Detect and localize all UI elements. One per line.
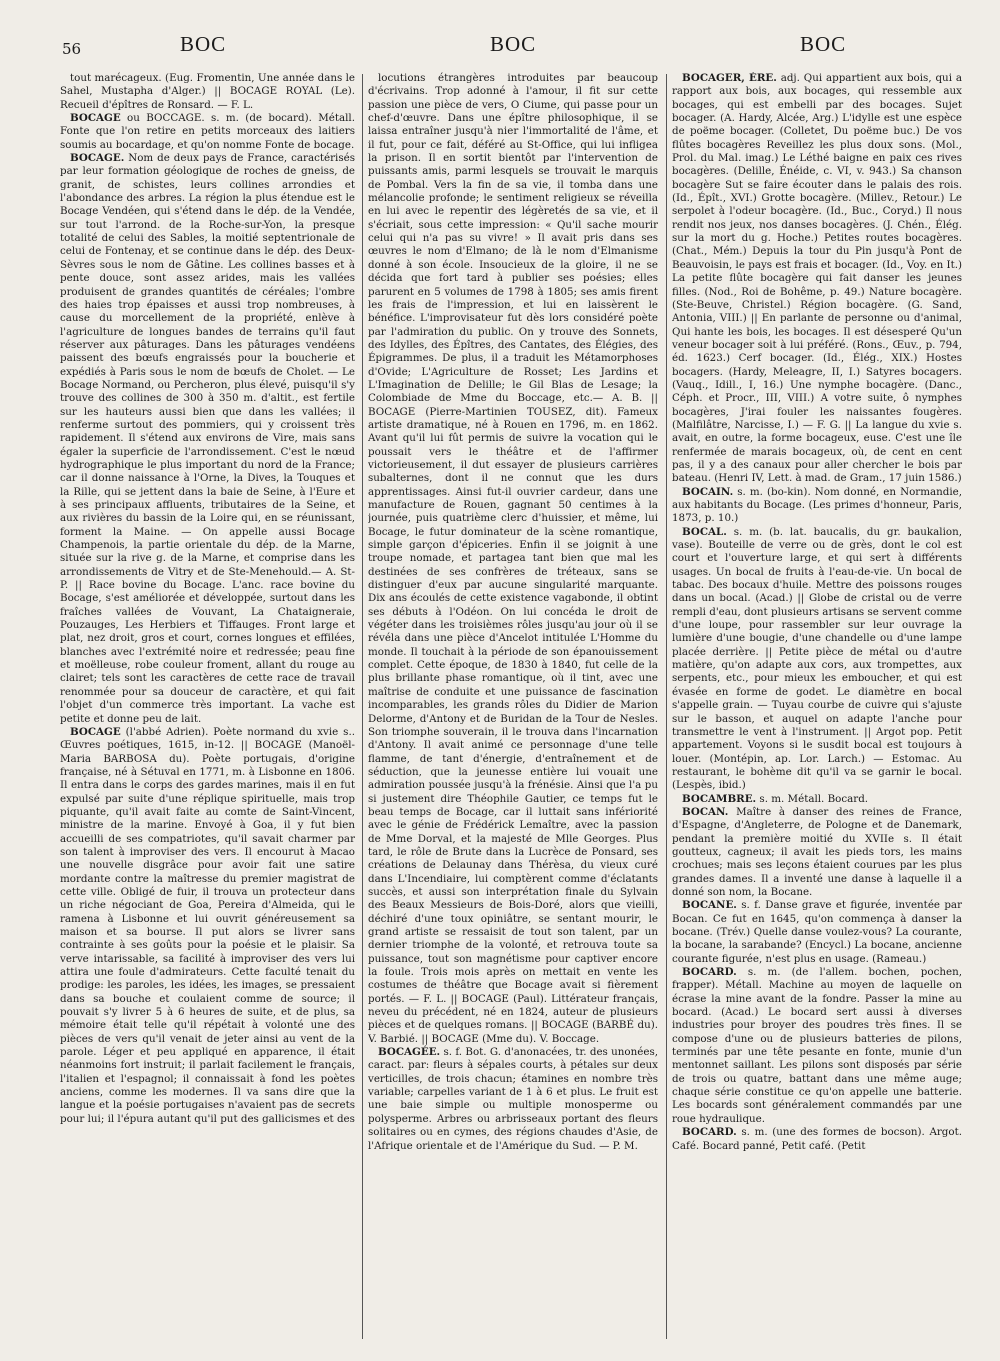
entry-text: Nom de deux pays de France, caractérisés par leur formation géologique de roches de gneiss, de granit, de schistes, leurs collines arrondies et l'abondance des arbres. La région la plus étendue est le Bocage Vendéen, qui s'étend dans le dép. de la Vendée, sur tout l'arrond. de la Roche-sur-Yon, la presque totalité de celui des Sables, la moitié septentrionale de celui de Fontenay, et se continue dans le dép. des Deux-Sèvres sous le nom de Gâtine. Les collines basses et à pente douce, sont assez arides, mais les vallées produisent de grandes quantités de céréales; l'ombre des haies trop épaisses et aussi trop nombreuses, à cause du morcellement de la propriété, enlève à l'agriculture de longues bandes de terrains qu'il faut réserver aux pâturages. Dans les pâturages vendéens paissent des bœufs engraissés pour la boucherie et expédiés à Paris sous le nom de bœufs de Cholet. — Le Bocage Normand, ou Percheron, plus élevé, puisqu'il s'y trouve des collines de 300 à 350 m. d'altit., est fertile sur les hauteurs aussi bien que dans les vallées; il renferme surtout des pommiers, qui y croissent très rapidement. Il s'étend aux environs de Vire, mais sans égaler la superficie de l'arrondissement. C'est le nœud hydrographique le plus important du nord de la France; car il donne naissance à l'Orne, la Dives, la Touques et la Rille, qui se jettent dans la baie de Seine, à l'Eure et à ses principaux affluents, tributaires de la Seine, et aux rivières du bassin de la Loire qui, en se réunissant, forment la Maine. — On appelle aussi Bocage Champenois, la partie orientale du dép. de la Marne, située sur la rive g. de la Marne, et comprise dans les arrondissements de Vitry et de Ste-Menehould.— A. St-P. || Race bovine du Bocage. L'anc. race bovine du Bocage, s'est améliorée et développée, surtout dans les fraîches vallées de Vouvant, La Chataigneraie, Pouzauges, Les Herbiers et Tiffauges. Front large et plat, nez droit, gros et court, cornes longues et effilées, blanches avec l'extrémité noire et redressée; peau fine et moëlleuse, robe couleur froment, allant du rouge au clairet; tels sont les caractères de cette race de travail renommée pour sa douceur de caractère, et qui fait l'objet d'un commerce très important. La vache est petite et donne peu de lait.	[60, 152, 355, 725]
text-column-1	[60, 72, 355, 1352]
entry-headword: BOCARD.	[682, 966, 737, 979]
entry-headword: BOCAGE	[70, 112, 121, 125]
text-column-3	[672, 72, 962, 1312]
entry-text: locutions étrangères introduites par beaucoup d'écrivains. Trop adonné à l'amour, il fit sur cette passion une pièce de vers, O Ciume, qui passe pour un chef-d'œuvre. Dans une épître philosophique, il se laissa entraîner jusqu'à nier l'immortalité de l'âme, et il fut, pour ce fait, déféré au St-Office, qui lui infligea la prison. Il en sortit bientôt par l'intervention de puissants amis, parmi lesquels se trouvait le marquis de Pombal. Vers la fin de sa vie, il tomba dans une mélancolie profonde; le sentiment religieux se réveilla en lui avec le repentir des légèretés de sa vie, et il s'écriait, sous cette impression: « Qu'il sache mourir celui qui n'a pas su vivre! » Il avait pris dans ses œuvres le nom d'Elmano; de là le nom d'Elmanisme donné à son école. Insoucieux de la gloire, il ne se décida que fort tard à publier ses poésies; elles parurent en 5 volumes de 1798 à 1805; ses amis firent les frais de l'impression, et lui en laissèrent le bénéfice. L'improvisateur fut dès lors considéré poète par l'admiration du public. On y trouve des Sonnets, des Idylles, des Épîtres, des Cantates, des Élégies, des Épigrammes. De plus, il a traduit les Métamorphoses d'Ovide; L'Agriculture de Rosset; Les Jardins et L'Imagination de Delille; le Gil Blas de Lesage; la Colombiade de Mme du Boccage, etc.— A. B. || BOCAGE (Pierre-Martinien TOUSEZ, dit). Fameux artiste dramatique, né à Rouen en 1796, m. en 1862. Avant qu'il lui fût permis de suivre la vocation qui le poussait vers le théâtre et de l'affirmer victorieusement, il dut essayer de plusieurs carrières subalternes, dont il ne connut que les durs apprentissages. Ainsi fut-il ouvrier cardeur, dans une manufacture de Rouen, gagnant 50 centimes à la journée, puis quatrième clerc d'huissier, et même, lui Bocage, le futur dominateur de la scène romantique, simple garçon d'épiceries. Enfin il se joignit à une troupe nomade, et partagea tant bien que mal les destinées de ses confrères de tréteaux, sans se distinguer d'eux par aucune singularité marquante. Dix ans écoulés de cette existence vagabonde, il obtint ses débuts à l'Odéon. On lui concéda le droit de végéter dans les troisièmes rôles jusqu'au jour où il se révéla dans une pièce d'Ancelot intitulée L'Homme du monde. Il touchait à la période de son épanouissement complet. Cette époque, de 1830 à 1840, fut celle de la plus brillante phase romantique, où il tint, avec une maîtrise de conduite et une puissance de fascination incomparables, les grands rôles du Didier de Marion Delorme, d'Antony et de Buridan de la Tour de Nesles. Son triomphe souverain, il le trouva dans l'incarnation d'Antony. Il avait animé ce personnage d'une telle flamme, de tant d'énergie, d'entraînement et de séduction, que la jeunesse entière lui vouait une admiration poussée jusqu'à la frénésie. Ainsi que l'a pu si justement dire Théophile Gautier, ce temps fut le beau temps de Bocage, car il luttait sans infériorité avec le génie de Frédérick Lemaître, avec la passion de Mme Dorval, et la majesté de Mlle Georges. Plus tard, le rôle de Brute dans la Lucrèce de Ponsard, ses créations de Delaunay dans Thérèsa, du vieux curé dans L'Incendiaire, lui comptèrent comme d'éclatants succès, et aussi son interprétation finale du Sylvain des Beaux Messieurs de Bois-Doré, alors que vieilli, déchiré d'une toux opiniâtre, se sentant mourir, le grand artiste se ressaisit de tout son talent, par un dernier triomphe de la volonté, et retrouva toute sa puissance, tout son magnétisme pour captiver encore la foule. Trois mois après on mettait en vente les costumes de théâtre que Bocage avait si fièrement portés. — F. L. || BOCAGE (Paul). Littérateur français, neveu du précédent, né en 1824, auteur de plusieurs pièces et de quelques romans. || BOCAGE (BARBÉ du). V. Barbié. || BOCAGE (Mme du). V. Boccage.	[368, 72, 658, 1045]
running-head-center: BOC	[490, 32, 537, 56]
dictionary-entry	[368, 72, 658, 1046]
entry-headword: BOCAGER, ÈRE.	[682, 72, 777, 84]
entry-text: s. m. (de l'allem. bochen, pochen, frapper). Métall. Machine au moyen de laquelle on écrase la mine avant de la fondre. Passer la mine au bocard. (Acad.) Le bocard sert aussi à diverses industries pour broyer des poudres très fines. Il se compose d'une ou de plusieurs batteries de pilons, terminés par une tête pesante en fonte, munie d'un mentonnet saillant. Les pilons sont disposés par série de trois ou quatre, battant dans une même auge; chaque série constitue ce qu'on appelle une batterie. Les bocards sont généralement commandés par une roue hydraulique.	[672, 966, 962, 1125]
dictionary-entry	[672, 1126, 962, 1153]
entry-text: ou BOCCAGE. s. m. (de bocard). Métall. Fonte que l'on retire en petits morceaux des laitiers soumis au bocardage, et qu'on nomme Fonte de bocage.	[60, 112, 355, 151]
entry-text: (l'abbé Adrien). Poète normand du xvie s.. Œuvres poétiques, 1615, in-12. || BOCAGE (Manoël-Maria BARBOSA du). Poète portugais, d'origine française, né à Sétuval en 1771, m. à Lisbonne en 1806. Il entra dans le corps des gardes marines, mais il en fut expulsé par suite d'une réplique spirituelle, mais trop piquante, qu'il avait faite au comte de Saint-Vincent, ministre de la marine. Envoyé à Goa, il y fut bien accueilli de ses compatriotes, qu'il savait charmer par son talent à improviser des vers. Il encourut à Macao une nouvelle disgrâce pour avoir fait une satire mordante contre la maîtresse du premier magistrat de cette ville. Obligé de fuir, il trouva un protecteur dans un riche négociant de Goa, Pereira d'Almeida, qui le ramena à Lisbonne et lui ouvrit généreusement sa maison et sa bourse. Il put alors se livrer sans contrainte à ses goûts pour la poésie et le plaisir. Sa verve intarissable, sa facilité à improviser des vers lui attira une foule d'admirateurs. Cette faculté tenait du prodige: les paroles, les idées, les images, se pressaient dans sa bouche et coulaient comme de source; il pouvait s'y livrer 5 à 6 heures de suite, et de plus, sa mémoire était telle qu'il répétait à volonté une des pièces de vers qu'il venait de jeter ainsi au vent de la parole. Léger et peu appliqué en apparence, il était néanmoins fort instruit; il parlait facilement le français, l'italien et l'espagnol; il connaissait à fond les poètes anciens, comme les modernes. Il va sans dire que la langue et la poésie portugaises n'avaient pas de secrets pour lui; il l'épura autant qu'il put des gallicismes et des	[60, 725, 355, 1125]
entry-headword: BOCAGÉE.	[378, 1046, 441, 1059]
page-header	[0, 0, 1000, 60]
entry-text: adj. Qui appartient aux bois, qui a rapport aux bois, aux bocages, qui ressemble aux bocages, qui est embelli par des bocages. Sujet bocager. (A. Hardy, Alcée, Arg.) L'idylle est une espèce de poëme bocager. (Colletet, Du poëme buc.) De vos flûtes bocagères Reveillez les plus doux sons. (Mol., Prol. du Mal. imag.) Le Léthé baigne en paix ces rives bocagères. (Delille, Énéide, c. VI, v. 943.) Sa chanson bocagère Sut se faire écouter dans le palais des rois. (Id., Épît., XVI.) Grotte bocagère. (Millev., Retour.) Le serpolet à l'odeur bocagère. (Id., Buc., Coryd.) Il nous rendit nos jeux, nos danses bocagères. (J. Chén., Élég. sur la mort du g. Hoche.) Petites routes bocagères. (Chat., Mém.) Depuis la tour du Pin jusqu'à Pont de Beauvoisin, le pays est frais et bocager. (Id., Voy. en It.) La petite flûte bocagère qui fait danser les jeunes filles. (Nod., Roi de Bohême, p. 49.) Nature bocagère. (Ste-Beuve, Christel.) Région bocagère. (G. Sand, Antonia, VIII.) || En parlante de personne ou d'animal, Qui hante les bois, les bocages. Il est désesperé Qu'un veneur bocager soit à lui préféré. (Rons., Œuv., p. 794, éd. 1623.) Cerf bocager. (Id., Élég., XIX.) Hostes bocagers. (Hardy, Meleagre, II, I.) Satyres bocagers. (Vauq., Idill., I, 16.) Une nymphe bocagère. (Danc., Céph. et Procr., III, VIII.) A votre suite, ô nymphes bocagères, J'irai fouler les naissantes fougères. (Malfilâtre, Narcisse, I.) — F. G. || La langue du xvie s. avait, en outre, la forme bocageux, euse. C'est une île renfermée de marais bocageux, où, de cent en cent pas, il y a des canaux pour aller chercher le bois par bateau. (Henri IV, Lett. à mad. de Gram., 17 juin 1586.)	[672, 72, 962, 485]
entry-text: s. f. Danse grave et figurée, inventée par Bocan. Ce fut en 1645, qu'on commença à danser la bocane. (Trév.) Quelle danse voulez-vous? La courante, la bocane, la sarabande? (Encycl.) La bocane, ancienne courante figurée, n'est plus en usage. (Rameau.)	[672, 899, 962, 965]
dictionary-entry	[368, 1046, 658, 1153]
entry-text: s. m. (bo-kin). Nom donné, en Normandie, aux habitants du Bocage. (Les primes d'honneur, Paris, 1873, p. 10.)	[672, 485, 962, 525]
dictionary-entry	[672, 899, 962, 966]
dictionary-entry	[60, 72, 355, 112]
running-head-left: BOC	[180, 32, 227, 56]
entry-text: tout marécageux. (Eug. Fromentin, Une année dans le Sahel, Mustapha d'Alger.) || BOCAGE ROYAL (Le). Recueil d'épîtres de Ronsard. — F. L.	[60, 72, 355, 111]
entry-text: s. m. Métall. Bocard.	[756, 792, 869, 805]
entry-headword: BOCAGE	[70, 725, 121, 738]
entry-headword: BOCARD.	[682, 1126, 737, 1139]
text-column-2	[368, 72, 658, 1342]
dictionary-entry	[672, 806, 962, 899]
column-divider	[666, 74, 667, 1339]
dictionary-entry	[60, 112, 355, 152]
entry-headword: BOCAGE.	[70, 152, 125, 165]
entry-text: s. f. Bot. G. d'anonacées, tr. des unonées, caract. par: fleurs à sépales courts, à pétales sur deux verticilles, de trois chacun; étamines en nombre très variable; carpelles variant de 1 à 6 et plus. Le fruit est une baie simple ou multiple monosperme ou polysperme. Arbres ou arbrisseaux portant des fleurs solitaires ou en cymes, des régions chaudes d'Asie, de l'Afrique orientale et de l'Amérique du Sud. — P. M.	[368, 1046, 658, 1152]
entry-text: Maître à danser des reines de France, d'Espagne, d'Angleterre, de Pologne et de Danemark, pendant la première moitié du XVIIe s. Il était goutteux, cagneux; il avait les pieds tors, les mains crochues; mais ses leçons étaient courues par les plus grandes dames. Il a inventé une danse à laquelle il a donné son nom, la Bocane.	[672, 805, 962, 898]
page-number: 56	[62, 40, 82, 58]
dictionary-entry	[672, 966, 962, 1126]
dictionary-entry	[672, 486, 962, 526]
dictionary-entry	[60, 726, 355, 1126]
entry-text: s. m. (une des formes de bocson). Argot. Café. Bocard panné, Petit café. (Petit	[672, 1126, 962, 1152]
dictionary-entry	[60, 152, 355, 726]
running-head-right: BOC	[800, 32, 847, 56]
entry-headword: BOCAL.	[682, 525, 727, 538]
dictionary-entry	[672, 526, 962, 793]
entry-headword: BOCAMBRE.	[682, 792, 757, 805]
dictionary-entry	[672, 793, 962, 806]
entry-headword: BOCAIN.	[682, 485, 734, 498]
dictionary-entry	[672, 72, 962, 486]
entry-text: s. m. (b. lat. baucalis, du gr. baukalion, vase). Bouteille de verre ou de grès, dont le col est court et l'ouverture large, et qui sert à différents usages. Un bocal de fruits à l'eau-de-vie. Un bocal de tabac. Des bocaux d'huile. Mettre des poissons rouges dans un bocal. (Acad.) || Globe de cristal ou de verre rempli d'eau, dont plusieurs artisans se servent comme d'une loupe, pour rassembler sur leur ouvrage la lumière d'une bougie, d'une chandelle ou d'une lampe placée derrière. || Petite pièce de métal ou d'autre matière, qu'on adapte aux cors, aux trompettes, aux serpents, etc., pour mieux les emboucher, et qui est évasée en forme de godet. Le diamètre en bocal s'appelle grain. — Tuyau courbe de cuivre qui s'ajuste sur le basson, et auquel on adapte l'anche pour transmettre le vent à l'instrument. || Argot pop. Petit appartement. Voyons si le susdit bocal est toujours à louer. (Montépin, ap. Lor. Larch.) — Estomac. Au restaurant, le bohème dit qu'il va se garnir le bocal. (Lespès, ibid.)	[672, 525, 962, 792]
column-divider	[362, 74, 363, 1339]
entry-headword: BOCAN.	[682, 805, 729, 818]
entry-headword: BOCANE.	[682, 899, 737, 912]
